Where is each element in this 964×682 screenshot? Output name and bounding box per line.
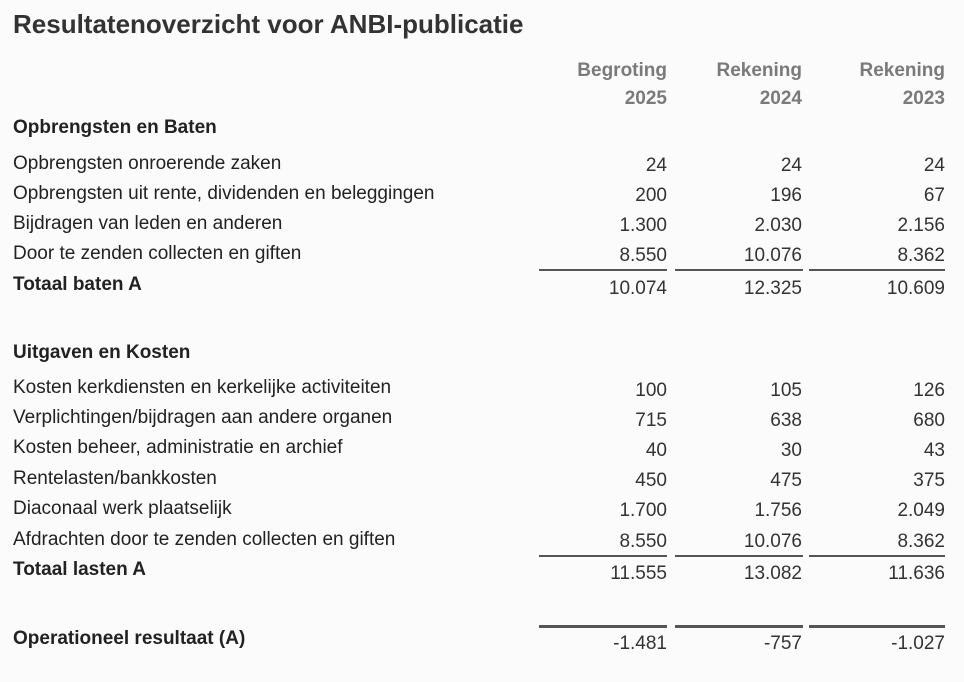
row-value: 24 xyxy=(780,155,802,176)
row-value: 475 xyxy=(770,470,802,491)
result-rule xyxy=(539,625,667,628)
row-value: 100 xyxy=(635,380,667,401)
row-label: Kosten kerkdiensten en kerkelijke activiteiten xyxy=(13,377,392,398)
column-header-line1: Begroting xyxy=(577,60,667,81)
row-value: 2.049 xyxy=(897,500,945,521)
row-label: Diaconaal werk plaatselijk xyxy=(13,498,232,519)
row-label: Afdrachten door te zenden collecten en giften xyxy=(13,529,396,550)
section-title-baten: Opbrengsten en Baten xyxy=(13,117,217,138)
section-title-lasten: Uitgaven en Kosten xyxy=(13,342,191,363)
row-label: Rentelasten/bankkosten xyxy=(13,468,217,489)
result-value: -757 xyxy=(763,633,802,654)
row-value: 1.700 xyxy=(619,500,667,521)
subtotal-rule xyxy=(809,269,945,271)
subtotal-rule xyxy=(539,269,667,271)
row-value: 67 xyxy=(923,185,945,206)
row-value: 8.362 xyxy=(897,531,945,552)
row-value: 450 xyxy=(635,470,667,491)
row-value: 638 xyxy=(770,410,802,431)
column-header-line2: 2024 xyxy=(759,88,802,109)
row-value: 8.550 xyxy=(619,245,667,266)
row-value: 10.076 xyxy=(743,245,802,266)
subtotal-rule xyxy=(675,555,803,557)
row-value: 196 xyxy=(770,185,802,206)
column-header-line2: 2023 xyxy=(902,88,945,109)
row-value: 680 xyxy=(913,410,945,431)
total-value: 11.636 xyxy=(888,563,945,584)
total-label-baten: Totaal baten A xyxy=(13,274,142,295)
result-value: -1.027 xyxy=(891,633,945,654)
subtotal-rule xyxy=(809,555,945,557)
row-value: 43 xyxy=(923,440,945,461)
subtotal-rule xyxy=(539,555,667,557)
row-value: 105 xyxy=(770,380,802,401)
total-value: 10.609 xyxy=(886,278,945,299)
column-header-line2: 2025 xyxy=(624,88,667,109)
total-label-lasten: Totaal lasten A xyxy=(13,559,147,580)
column-header-line1: Rekening xyxy=(859,60,945,81)
total-value: 12.325 xyxy=(743,278,802,299)
row-value: 8.550 xyxy=(619,531,667,552)
row-value: 1.300 xyxy=(619,215,667,236)
subtotal-rule xyxy=(675,269,803,271)
row-label: Kosten beheer, administratie en archief xyxy=(13,437,343,458)
row-label: Opbrengsten uit rente, dividenden en beleggingen xyxy=(13,183,435,204)
result-rule xyxy=(675,625,803,628)
column-header-rekening-2023 xyxy=(810,57,945,113)
column-header-rekening-2024 xyxy=(667,57,802,113)
row-value: 2.030 xyxy=(754,215,802,236)
page-title: Resultatenoverzicht voor ANBI-publicatie xyxy=(13,9,524,39)
row-value: 24 xyxy=(645,155,667,176)
row-label: Bijdragen van leden en anderen xyxy=(13,213,283,234)
row-value: 30 xyxy=(780,440,802,461)
row-value: 40 xyxy=(645,440,667,461)
row-label: Opbrengsten onroerende zaken xyxy=(13,153,282,174)
row-value: 24 xyxy=(923,155,945,176)
total-value: 13.082 xyxy=(743,563,802,584)
result-value: -1.481 xyxy=(613,633,667,654)
column-header-begroting-2025 xyxy=(532,57,667,113)
row-value: 1.756 xyxy=(754,500,802,521)
row-value: 375 xyxy=(913,470,945,491)
total-value: 11.555 xyxy=(610,563,667,584)
row-value: 200 xyxy=(635,185,667,206)
row-label: Door te zenden collecten en giften xyxy=(13,243,302,264)
row-label: Verplichtingen/bijdragen aan andere organen xyxy=(13,407,393,428)
row-value: 126 xyxy=(913,380,945,401)
total-value: 10.074 xyxy=(608,278,667,299)
row-value: 2.156 xyxy=(897,215,945,236)
row-value: 10.076 xyxy=(743,531,802,552)
row-value: 715 xyxy=(635,410,667,431)
column-header-line1: Rekening xyxy=(716,60,802,81)
result-label: Operationeel resultaat (A) xyxy=(13,628,246,649)
row-value: 8.362 xyxy=(897,245,945,266)
result-rule xyxy=(809,625,945,628)
